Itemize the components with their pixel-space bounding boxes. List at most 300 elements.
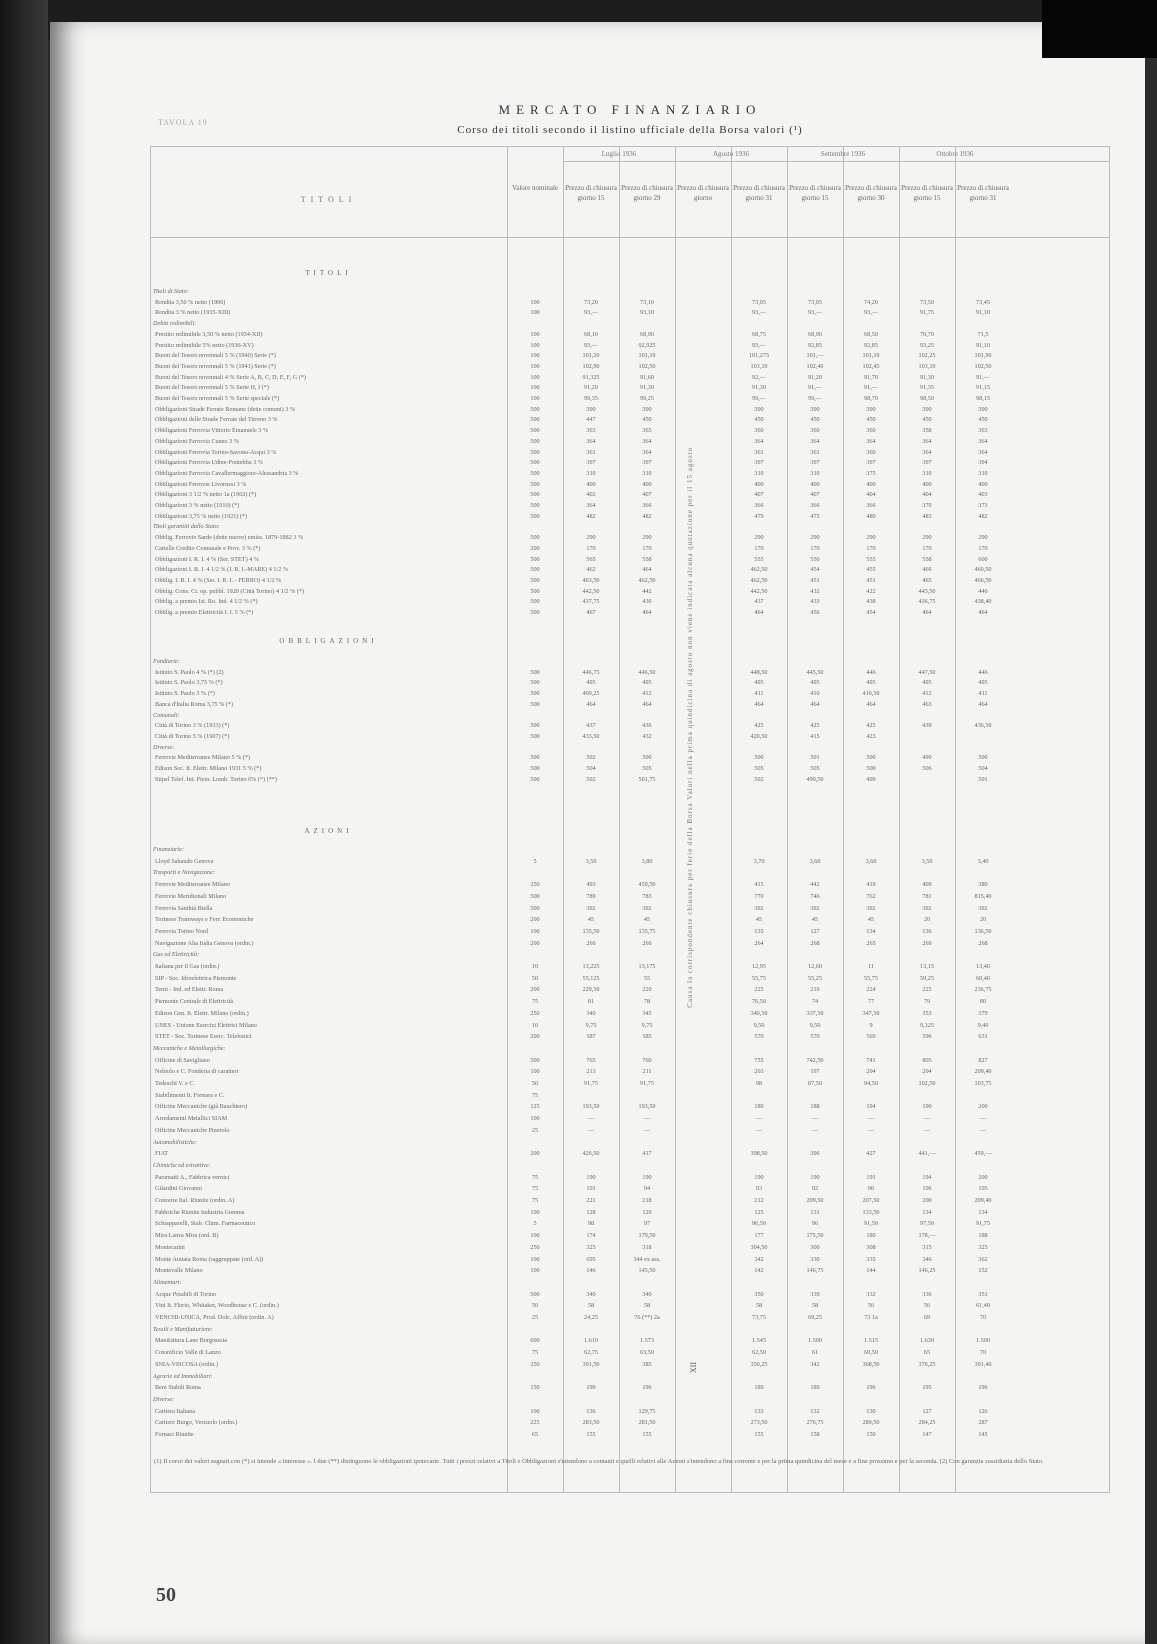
row-value: 152 bbox=[978, 1267, 988, 1275]
row-value: 422 bbox=[866, 587, 876, 595]
row-label: Terni - Ind. ed Elettr. Roma bbox=[155, 986, 224, 994]
row-value: 587 bbox=[586, 1033, 596, 1041]
row-value: — bbox=[643, 1115, 651, 1123]
row-value: 350,25 bbox=[750, 1360, 768, 1368]
table-row bbox=[151, 892, 1109, 902]
table-row bbox=[151, 405, 1109, 415]
row-label: Fornaci Riunite bbox=[155, 1431, 194, 1438]
table-row bbox=[151, 1021, 1109, 1031]
row-value: 446,50 bbox=[638, 668, 656, 676]
row-value: 97 bbox=[643, 1220, 651, 1228]
row-value: 99,25 bbox=[640, 395, 654, 402]
row-label: Manifattura Lane Borgosesia bbox=[155, 1337, 228, 1345]
row-value: 74,20 bbox=[864, 298, 878, 306]
row-value: 224 bbox=[866, 986, 876, 994]
table-row bbox=[151, 689, 1109, 699]
row-value: 219 bbox=[810, 986, 820, 994]
row-value: 133 bbox=[754, 1407, 764, 1415]
row-value: 500 bbox=[530, 491, 540, 499]
row-label: Agrarie ed Immobiliari: bbox=[153, 1372, 213, 1380]
row-label: Trasporti e Navigazione: bbox=[153, 869, 215, 877]
row-value: 446 bbox=[978, 668, 988, 676]
row-value: 193,50 bbox=[638, 1103, 656, 1111]
row-value: 147 bbox=[922, 1431, 932, 1438]
row-value: 50 bbox=[531, 1302, 539, 1310]
row-value: 102,90 bbox=[582, 362, 600, 370]
row-value: 450 bbox=[754, 416, 764, 424]
row-value: 464 bbox=[586, 700, 596, 708]
row-value: 500 bbox=[530, 904, 540, 912]
row-value: 126 bbox=[978, 1407, 988, 1415]
row-value: 500 bbox=[530, 512, 540, 520]
row-value: 97,50 bbox=[920, 1220, 934, 1228]
row-value: 73,05 bbox=[808, 298, 822, 306]
row-value: 150 bbox=[866, 1431, 876, 1438]
row-value: 366 bbox=[754, 502, 764, 509]
row-value: 342 bbox=[754, 1255, 764, 1263]
row-value: — bbox=[979, 1115, 987, 1123]
category-row bbox=[151, 1161, 1109, 1171]
table-row bbox=[151, 490, 1109, 500]
row-value: 92,85 bbox=[808, 341, 822, 349]
row-value: 500 bbox=[530, 576, 540, 584]
category-row bbox=[151, 743, 1109, 753]
row-value: 443,50 bbox=[918, 587, 936, 595]
row-value: 1.500 bbox=[808, 1337, 822, 1345]
table-row bbox=[151, 753, 1109, 763]
row-value: 250 bbox=[530, 881, 540, 889]
table-row bbox=[151, 1348, 1109, 1358]
row-value: 315 bbox=[922, 1243, 932, 1251]
table-row bbox=[151, 1091, 1109, 1101]
row-value: 13,40 bbox=[976, 963, 990, 970]
row-value: 482 bbox=[642, 512, 652, 520]
row-value: 75 bbox=[531, 1173, 539, 1181]
row-value: 129 bbox=[642, 1208, 652, 1216]
row-value: 442 bbox=[810, 881, 820, 889]
row-value: 447,50 bbox=[918, 668, 936, 676]
row-value: 438,40 bbox=[974, 598, 992, 606]
table-row bbox=[151, 1126, 1109, 1136]
row-value: 94,50 bbox=[864, 1080, 878, 1087]
row-label: Obblig. Cons. Cr. op. pubbl. 1920 (Città Torino) 4 1/2 % (*) bbox=[155, 587, 304, 595]
row-value: 500 bbox=[530, 765, 540, 772]
row-value: 380 bbox=[978, 881, 988, 889]
row-value: 499,50 bbox=[806, 775, 824, 783]
row-value: 250 bbox=[530, 1360, 540, 1368]
row-value: 454 bbox=[866, 609, 876, 616]
row-label: SIP - Soc. Idroelettrica Piemonte bbox=[155, 974, 237, 982]
row-value: 200 bbox=[530, 1150, 540, 1158]
row-value: 170 bbox=[978, 544, 988, 552]
row-value: 783 bbox=[642, 892, 652, 900]
row-value: 100 bbox=[530, 373, 540, 381]
column-header: Prezzo di chiusura giorno bbox=[677, 184, 729, 202]
row-value: — bbox=[643, 1126, 651, 1134]
page-subtitle: Corso dei titoli secondo il listino ufficiale della Borsa valori (¹) bbox=[457, 124, 803, 136]
row-value: 100 bbox=[530, 330, 540, 338]
row-label: Stabilimenti It. Fornara e C. bbox=[155, 1091, 225, 1099]
row-value: 505 bbox=[810, 765, 820, 772]
row-label: Officine di Savigliano bbox=[155, 1056, 210, 1064]
row-value: 815,40 bbox=[974, 892, 992, 900]
column-header: Prezzo di chiusura giorno 29 bbox=[621, 184, 673, 202]
row-value: 364 bbox=[642, 448, 652, 456]
row-value: 68,90 bbox=[808, 330, 822, 338]
row-label: FIAT bbox=[155, 1150, 169, 1158]
row-value: 464 bbox=[642, 609, 652, 616]
row-value: 499 bbox=[866, 775, 876, 783]
row-value: 765 bbox=[586, 1056, 596, 1064]
row-value: 170 bbox=[866, 544, 876, 552]
row-value: 596 bbox=[922, 1033, 932, 1041]
row-value: 62,50 bbox=[752, 1349, 766, 1357]
row-value: 63,50 bbox=[640, 1349, 654, 1357]
row-value: 195 bbox=[922, 1384, 932, 1392]
row-value: 500 bbox=[530, 427, 540, 435]
row-value: 464 bbox=[810, 700, 820, 708]
row-value: 555 bbox=[866, 555, 876, 563]
row-value: 447 bbox=[586, 416, 596, 424]
row-label: Gas ed Elettricità: bbox=[153, 951, 200, 959]
row-value: 127 bbox=[922, 1407, 932, 1415]
row-value: 170 bbox=[754, 544, 764, 552]
row-value: 179,50 bbox=[638, 1232, 656, 1240]
row-value: 58 bbox=[811, 1302, 819, 1310]
row-value: 200 bbox=[530, 1033, 540, 1041]
row-value: 75 bbox=[531, 1197, 539, 1204]
row-value: 480 bbox=[866, 512, 876, 520]
row-value: 502 bbox=[586, 754, 596, 762]
row-value: 65 bbox=[923, 1349, 931, 1357]
row-value: 360 bbox=[754, 427, 764, 435]
row-value: 310 bbox=[754, 469, 764, 477]
row-value: 499 bbox=[922, 754, 932, 762]
row-value: 268 bbox=[810, 939, 820, 947]
row-value: 565 bbox=[586, 555, 596, 563]
quotes-table bbox=[150, 146, 1110, 1493]
row-label: Ferrovie Mediterranee Milano 5 % (*) bbox=[155, 754, 251, 762]
table-row bbox=[151, 1336, 1109, 1346]
row-value: 360 bbox=[810, 427, 820, 435]
row-value: 133,50 bbox=[862, 1208, 880, 1216]
row-value: 225 bbox=[754, 986, 764, 994]
row-value: 5 bbox=[533, 1220, 537, 1228]
row-value: 190 bbox=[922, 1103, 932, 1111]
row-label: Meccaniche e Metallurgiche: bbox=[153, 1044, 226, 1052]
row-value: 98 bbox=[587, 1220, 595, 1228]
row-value: 9,50 bbox=[809, 1021, 821, 1029]
column-header: Valore nominale bbox=[511, 184, 559, 192]
row-value: 75 bbox=[531, 1091, 539, 1099]
row-value: 60,50 bbox=[864, 1349, 878, 1357]
row-value: 385 bbox=[642, 1360, 652, 1368]
row-value: 9,40 bbox=[977, 1021, 989, 1029]
table-row bbox=[151, 1407, 1109, 1417]
table-row bbox=[151, 1102, 1109, 1112]
row-value: 194 bbox=[922, 1173, 932, 1181]
row-value: 493 bbox=[586, 881, 596, 889]
row-value: 340,50 bbox=[750, 1009, 768, 1017]
row-value: 376,25 bbox=[918, 1360, 936, 1368]
row-label: Titoli di Stato: bbox=[153, 288, 189, 295]
row-value: 150 bbox=[530, 1384, 540, 1392]
row-label: Cartiera Italiana bbox=[155, 1407, 196, 1415]
table-row bbox=[151, 362, 1109, 372]
table-row bbox=[151, 480, 1109, 490]
month-august: Agosto 1936 bbox=[713, 150, 749, 158]
row-value: 501 bbox=[810, 754, 820, 762]
row-value: 500 bbox=[530, 668, 540, 676]
row-value: 483 bbox=[922, 512, 932, 520]
row-value: 207,50 bbox=[862, 1197, 880, 1204]
row-value: 229,50 bbox=[582, 986, 600, 994]
category-row bbox=[151, 1325, 1109, 1335]
table-row bbox=[151, 721, 1109, 731]
row-value: 411 bbox=[978, 690, 988, 698]
row-value: 3,70 bbox=[753, 857, 765, 865]
row-value: 345 bbox=[642, 1009, 652, 1017]
row-value: 404 bbox=[922, 491, 932, 499]
row-value: 451 bbox=[866, 576, 876, 584]
table-row bbox=[151, 997, 1109, 1007]
row-label: Montevalle Milano bbox=[155, 1267, 203, 1275]
row-value: 209,40 bbox=[974, 1068, 992, 1076]
row-value: 200 bbox=[530, 986, 540, 994]
row-value: 500 bbox=[530, 892, 540, 900]
table-row bbox=[151, 1173, 1109, 1183]
header-divider bbox=[151, 237, 1109, 238]
row-label: Navigazione Alta Italia Genova (ordin.) bbox=[155, 939, 254, 947]
table-row bbox=[151, 437, 1109, 447]
column-header: Prezzo di chiusura giorno 31 bbox=[733, 184, 785, 202]
row-value: 336 bbox=[922, 1290, 932, 1298]
table-row bbox=[151, 1009, 1109, 1019]
row-value: 91,30 bbox=[640, 384, 654, 392]
table-row bbox=[151, 576, 1109, 586]
row-value: 415 bbox=[754, 881, 764, 889]
row-value: 79 bbox=[923, 998, 931, 1006]
row-value: 433 bbox=[810, 598, 820, 606]
row-value: 144 bbox=[866, 1267, 876, 1275]
row-value: 101,20 bbox=[582, 352, 600, 360]
row-value: 91,10 bbox=[976, 341, 990, 349]
row-value: 10 bbox=[531, 963, 539, 970]
row-value: 411 bbox=[754, 690, 764, 698]
row-value: 129,75 bbox=[638, 1407, 656, 1415]
category-row bbox=[151, 1395, 1109, 1405]
row-label: Obbligazioni I. R. I. 4 1/2 % (I. R. I.-MARE) 4 1/2 % bbox=[155, 566, 289, 574]
row-label: Obbligazioni Ferrovie Livornesi 3 % bbox=[155, 480, 247, 488]
row-value: 501 bbox=[978, 775, 988, 783]
row-label: Obbligazioni I. R. I. 4 % (Ser. STET) 4 % bbox=[155, 555, 259, 563]
row-value: 50 bbox=[531, 974, 539, 982]
row-value: 500 bbox=[530, 700, 540, 708]
row-value: 1.515 bbox=[864, 1337, 878, 1345]
table-row bbox=[151, 1301, 1109, 1311]
row-value: 1.610 bbox=[584, 1337, 598, 1345]
row-value: 506 bbox=[922, 765, 932, 772]
row-value: 789 bbox=[586, 892, 596, 900]
row-value: 392 bbox=[586, 904, 596, 912]
row-value: 100 bbox=[530, 927, 540, 935]
row-value: 128 bbox=[586, 1208, 596, 1216]
row-label: Città di Torino 3 % (1933) (*) bbox=[155, 722, 230, 730]
row-value: 455 bbox=[866, 566, 876, 574]
row-value: 436,50 bbox=[974, 722, 992, 730]
row-value: 366 bbox=[642, 502, 652, 509]
row-value: 391,50 bbox=[582, 1360, 600, 1368]
row-label: Schiapparelli, Stab. Chim. Farmaceutico bbox=[155, 1220, 256, 1228]
row-value: 93,25 bbox=[920, 341, 934, 349]
table-row bbox=[151, 927, 1109, 937]
page-title: MERCATO FINANZIARIO bbox=[498, 102, 762, 117]
row-value: 400 bbox=[642, 480, 652, 488]
row-label: Rendita 3 % netto (1935-XIII) bbox=[155, 309, 231, 317]
row-value: 100 bbox=[530, 341, 540, 349]
row-value: 289,50 bbox=[862, 1419, 880, 1427]
row-value: 13,175 bbox=[638, 963, 656, 970]
row-value: 495 bbox=[642, 679, 652, 687]
row-value: 390 bbox=[922, 405, 932, 413]
table-row bbox=[151, 1255, 1109, 1265]
row-label: Officine Meccaniche (già Bauchiero) bbox=[155, 1103, 248, 1111]
row-value: 189 bbox=[754, 1103, 764, 1111]
section-obbligazioni: OBBLIGAZIONI bbox=[279, 637, 378, 645]
row-value: 56 bbox=[867, 1302, 875, 1310]
table-row bbox=[151, 308, 1109, 318]
row-value: 392 bbox=[810, 904, 820, 912]
row-value: 204 bbox=[922, 1068, 932, 1076]
row-value: 174 bbox=[586, 1232, 596, 1240]
column-header: Prezzo di chiusura giorno 15 bbox=[901, 184, 953, 202]
row-value: 558 bbox=[642, 555, 652, 563]
row-value: 25 bbox=[531, 1314, 539, 1321]
row-value: 191 bbox=[866, 1173, 876, 1181]
row-value: 397 bbox=[922, 459, 932, 467]
row-value: 177 bbox=[754, 1232, 764, 1240]
row-value: 101,— bbox=[806, 352, 824, 360]
row-value: 12,60 bbox=[808, 963, 822, 970]
row-value: 762 bbox=[866, 892, 876, 900]
table-row bbox=[151, 1418, 1109, 1428]
row-value: 479 bbox=[754, 512, 764, 520]
row-value: 346 bbox=[922, 1255, 932, 1263]
row-label: Fondiarie: bbox=[153, 658, 180, 665]
row-value: 290 bbox=[754, 534, 764, 542]
row-value: 409 bbox=[922, 881, 932, 889]
row-label: Titoli garantiti dallo Stato: bbox=[153, 523, 220, 531]
row-value: 373 bbox=[978, 502, 988, 509]
row-value: 500 bbox=[530, 480, 540, 488]
row-value: 77 bbox=[867, 998, 875, 1006]
row-value: 495 bbox=[586, 679, 596, 687]
row-value: 100 bbox=[530, 362, 540, 370]
row-value: 1.573 bbox=[640, 1337, 654, 1345]
row-value: 425 bbox=[810, 722, 820, 730]
row-value: 325 bbox=[586, 1243, 596, 1251]
scan-corner-tab bbox=[1042, 0, 1157, 58]
table-row bbox=[151, 597, 1109, 607]
row-value: 60,40 bbox=[976, 974, 990, 982]
row-value: — bbox=[755, 1115, 763, 1123]
row-value: 363 bbox=[978, 427, 988, 435]
row-value: 9 bbox=[869, 1021, 873, 1029]
table-row bbox=[151, 587, 1109, 597]
row-value: 189 bbox=[810, 1384, 820, 1392]
row-value: 74 bbox=[811, 998, 819, 1006]
row-label: Fabbriche Riunite Industria Gomma bbox=[155, 1208, 245, 1216]
row-value: 55,25 bbox=[808, 974, 822, 982]
row-value: 264 bbox=[754, 939, 764, 947]
row-value: 91,75 bbox=[920, 309, 934, 317]
row-value: 273,50 bbox=[750, 1419, 768, 1427]
row-value: 463 bbox=[922, 700, 932, 708]
row-value: 100 bbox=[530, 395, 540, 402]
row-value: 155 bbox=[754, 1431, 764, 1438]
row-value: 450 bbox=[642, 416, 652, 424]
scan-left-margin bbox=[0, 0, 48, 1644]
row-label: Vini It. Florio, Whitaker, Woodhouse e C. (ordin.) bbox=[155, 1302, 279, 1310]
row-value: 92,— bbox=[752, 373, 766, 381]
row-value: 200 bbox=[978, 1103, 988, 1111]
row-label: Paramatti A., Fabbrica vernici bbox=[155, 1173, 230, 1181]
row-value: 87,50 bbox=[808, 1080, 822, 1087]
row-value: 379 bbox=[978, 1009, 988, 1017]
row-value: 96 bbox=[867, 1185, 875, 1193]
row-value: 75 bbox=[531, 1185, 539, 1193]
row-value: 92,85 bbox=[864, 341, 878, 349]
row-value: 250 bbox=[530, 1009, 540, 1017]
row-value: 310 bbox=[586, 469, 596, 477]
table-row bbox=[151, 1219, 1109, 1229]
row-value: 80 bbox=[979, 998, 987, 1006]
row-value: 75 bbox=[531, 1349, 539, 1357]
row-value: 189 bbox=[754, 1384, 764, 1392]
row-value: 73,20 bbox=[584, 298, 598, 306]
row-value: 96,50 bbox=[752, 1220, 766, 1228]
row-value: 500 bbox=[530, 732, 540, 740]
table-row bbox=[151, 1184, 1109, 1194]
row-value: 464 bbox=[754, 609, 764, 616]
row-value: — bbox=[867, 1115, 875, 1123]
row-value: 500 bbox=[530, 566, 540, 574]
row-value: — bbox=[811, 1115, 819, 1123]
row-value: 495 bbox=[754, 679, 764, 687]
row-label: Tessili e Manifatturiere: bbox=[153, 1325, 213, 1333]
row-value: 91,60 bbox=[640, 373, 654, 381]
row-value: 441,— bbox=[918, 1150, 936, 1158]
row-value: 101,10 bbox=[638, 352, 656, 360]
row-value: 827 bbox=[978, 1056, 988, 1064]
row-value: 390 bbox=[866, 405, 876, 413]
row-value: 400 bbox=[810, 480, 820, 488]
table-row bbox=[151, 880, 1109, 890]
row-label: Istituto S. Paolo 4 % (*) (2) bbox=[155, 668, 224, 676]
row-value: 482 bbox=[978, 512, 988, 520]
table-row bbox=[151, 1313, 1109, 1323]
row-value: 20 bbox=[923, 916, 931, 924]
table-row bbox=[151, 501, 1109, 511]
row-value: 420,50 bbox=[750, 732, 768, 740]
row-value: 170 bbox=[810, 544, 820, 552]
row-value: 495 bbox=[866, 679, 876, 687]
row-value: 469,50 bbox=[974, 566, 992, 574]
row-value: — bbox=[811, 1126, 819, 1134]
row-value: 600 bbox=[978, 555, 988, 563]
row-value: 500 bbox=[530, 405, 540, 413]
row-value: 351 bbox=[978, 1290, 988, 1298]
